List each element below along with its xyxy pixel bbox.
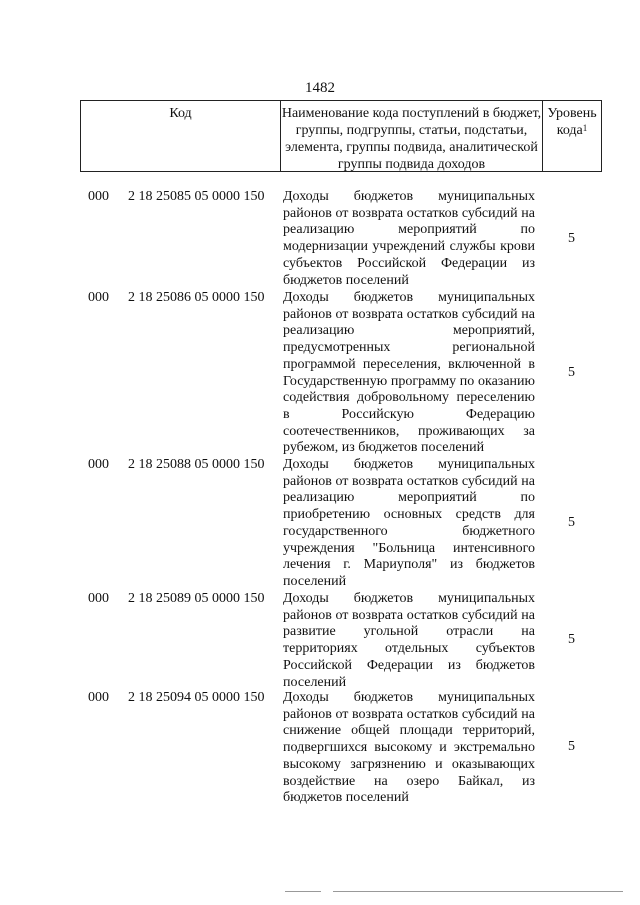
row-level: 5 xyxy=(568,231,575,246)
row-level: 5 xyxy=(568,632,575,647)
row-description: Доходы бюджетов муниципальных районов от возврата остатков субсидий на снижение общей площади территорий, подвергшихся высокому и экстремально высокому загрязнению и оказывающих воздействие на озеро Байкал, из бюджетов поселений xyxy=(283,690,535,806)
row-prefix: 000 xyxy=(88,457,109,472)
header-level-label: Уровень кода xyxy=(547,106,597,138)
footer-divider xyxy=(333,891,623,892)
row-prefix: 000 xyxy=(88,189,109,204)
row-level: 5 xyxy=(568,365,575,380)
table-header xyxy=(80,100,602,172)
header-code: Код xyxy=(81,101,281,171)
row-description: Доходы бюджетов муниципальных районов от возврата остатков субсидий на развитие угольной отрасли на территориях отдельных субъектов Российской Федерации из бюджетов поселений xyxy=(283,591,535,690)
row-level: 5 xyxy=(568,515,575,530)
row-level: 5 xyxy=(568,739,575,754)
footnote-marker: 1 xyxy=(582,123,588,133)
row-prefix: 000 xyxy=(88,591,109,606)
row-prefix: 000 xyxy=(88,690,109,705)
row-description: Доходы бюджетов муниципальных районов от возврата остатков субсидий на реализацию мероприятий по модернизации учреждений службы крови субъектов Российской Федерации из бюджетов поселений xyxy=(283,189,535,288)
row-code: 2 18 25094 05 0000 150 xyxy=(128,690,265,705)
page-number: 1482 xyxy=(305,80,335,96)
row-code: 2 18 25086 05 0000 150 xyxy=(128,290,265,305)
row-code: 2 18 25085 05 0000 150 xyxy=(128,189,265,204)
row-description: Доходы бюджетов муниципальных районов от возврата остатков субсидий на реализацию мероприятий по приобретению основных средств для государственного бюджетного учреждения "Больница интенсивного лечения г. Мариуполя" из бюджетов поселений xyxy=(283,457,535,589)
footer-divider xyxy=(285,891,321,892)
row-prefix: 000 xyxy=(88,290,109,305)
row-code: 2 18 25089 05 0000 150 xyxy=(128,591,265,606)
header-name: Наименование кода поступлений в бюджет, группы, подгруппы, статьи, подстатьи, элемента, группы подвида, аналитической группы подвида доходов xyxy=(281,101,543,171)
row-code: 2 18 25088 05 0000 150 xyxy=(128,457,265,472)
row-description: Доходы бюджетов муниципальных районов от возврата остатков субсидий на реализацию мероприятий, предусмотренных региональной программой переселения, включенной в Государственную программу по оказанию содействия добровольному переселению в Российскую Федерацию соотечественников, проживающих за рубежом, из бюджетов поселений xyxy=(283,290,535,456)
header-level xyxy=(543,101,601,171)
